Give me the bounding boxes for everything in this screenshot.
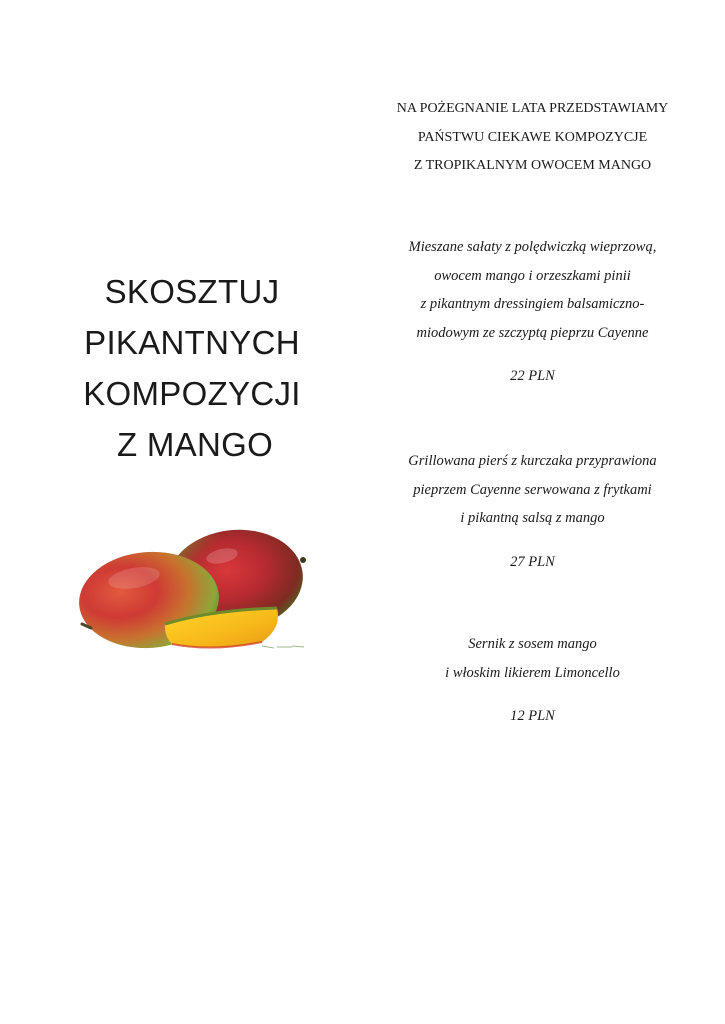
menu-item-description-line: Sernik z sosem mango <box>468 636 597 652</box>
menu-item-description-line: i włoskim likierem Limoncello <box>445 664 620 681</box>
intro-line: Z TROPIKALNYM OWOCEM MANGO <box>413 158 652 173</box>
headline-line: PIKANTNYCH <box>84 324 300 361</box>
menu-item-description-line: pieprzem Cayenne serwowana z frytkami <box>413 481 652 498</box>
menu-item-price: 12 PLN <box>510 708 555 724</box>
menu-item-description-line: z pikantnym dressingiem balsamiczno- <box>420 296 645 312</box>
headline-line: SKOSZTUJ <box>104 273 280 310</box>
mango-fruit-image <box>72 520 322 660</box>
menu-item-salad <box>360 233 705 391</box>
intro-line: PAŃSTWU CIEKAWE KOMPOZYCJE <box>417 129 648 145</box>
headline-line: KOMPOZYCJI <box>83 375 301 412</box>
menu-item-description-line: owocem mango i orzeszkami pinii <box>434 267 631 284</box>
headline-line: Z MANGO <box>116 426 274 463</box>
promo-headline <box>62 266 322 470</box>
menu-item-chicken <box>360 447 705 576</box>
menu-item-description-line: i pikantną salsą z mango <box>460 510 605 526</box>
menu-item-description-line: Mieszane sałaty z polędwiczką wieprzową, <box>408 239 657 255</box>
intro-line: NA POŻEGNANIE LATA PRZEDSTAWIAMY <box>396 101 669 116</box>
menu-item-description-line: miodowym ze szczyptą pieprzu Cayenne <box>416 324 649 341</box>
menu-item-description-line: Grillowana pierś z kurczaka przyprawiona <box>408 453 657 469</box>
menu-item-cheesecake <box>360 630 705 731</box>
menu-item-price: 22 PLN <box>510 368 555 384</box>
intro-announcement <box>360 95 705 181</box>
menu-item-price: 27 PLN <box>510 553 555 570</box>
